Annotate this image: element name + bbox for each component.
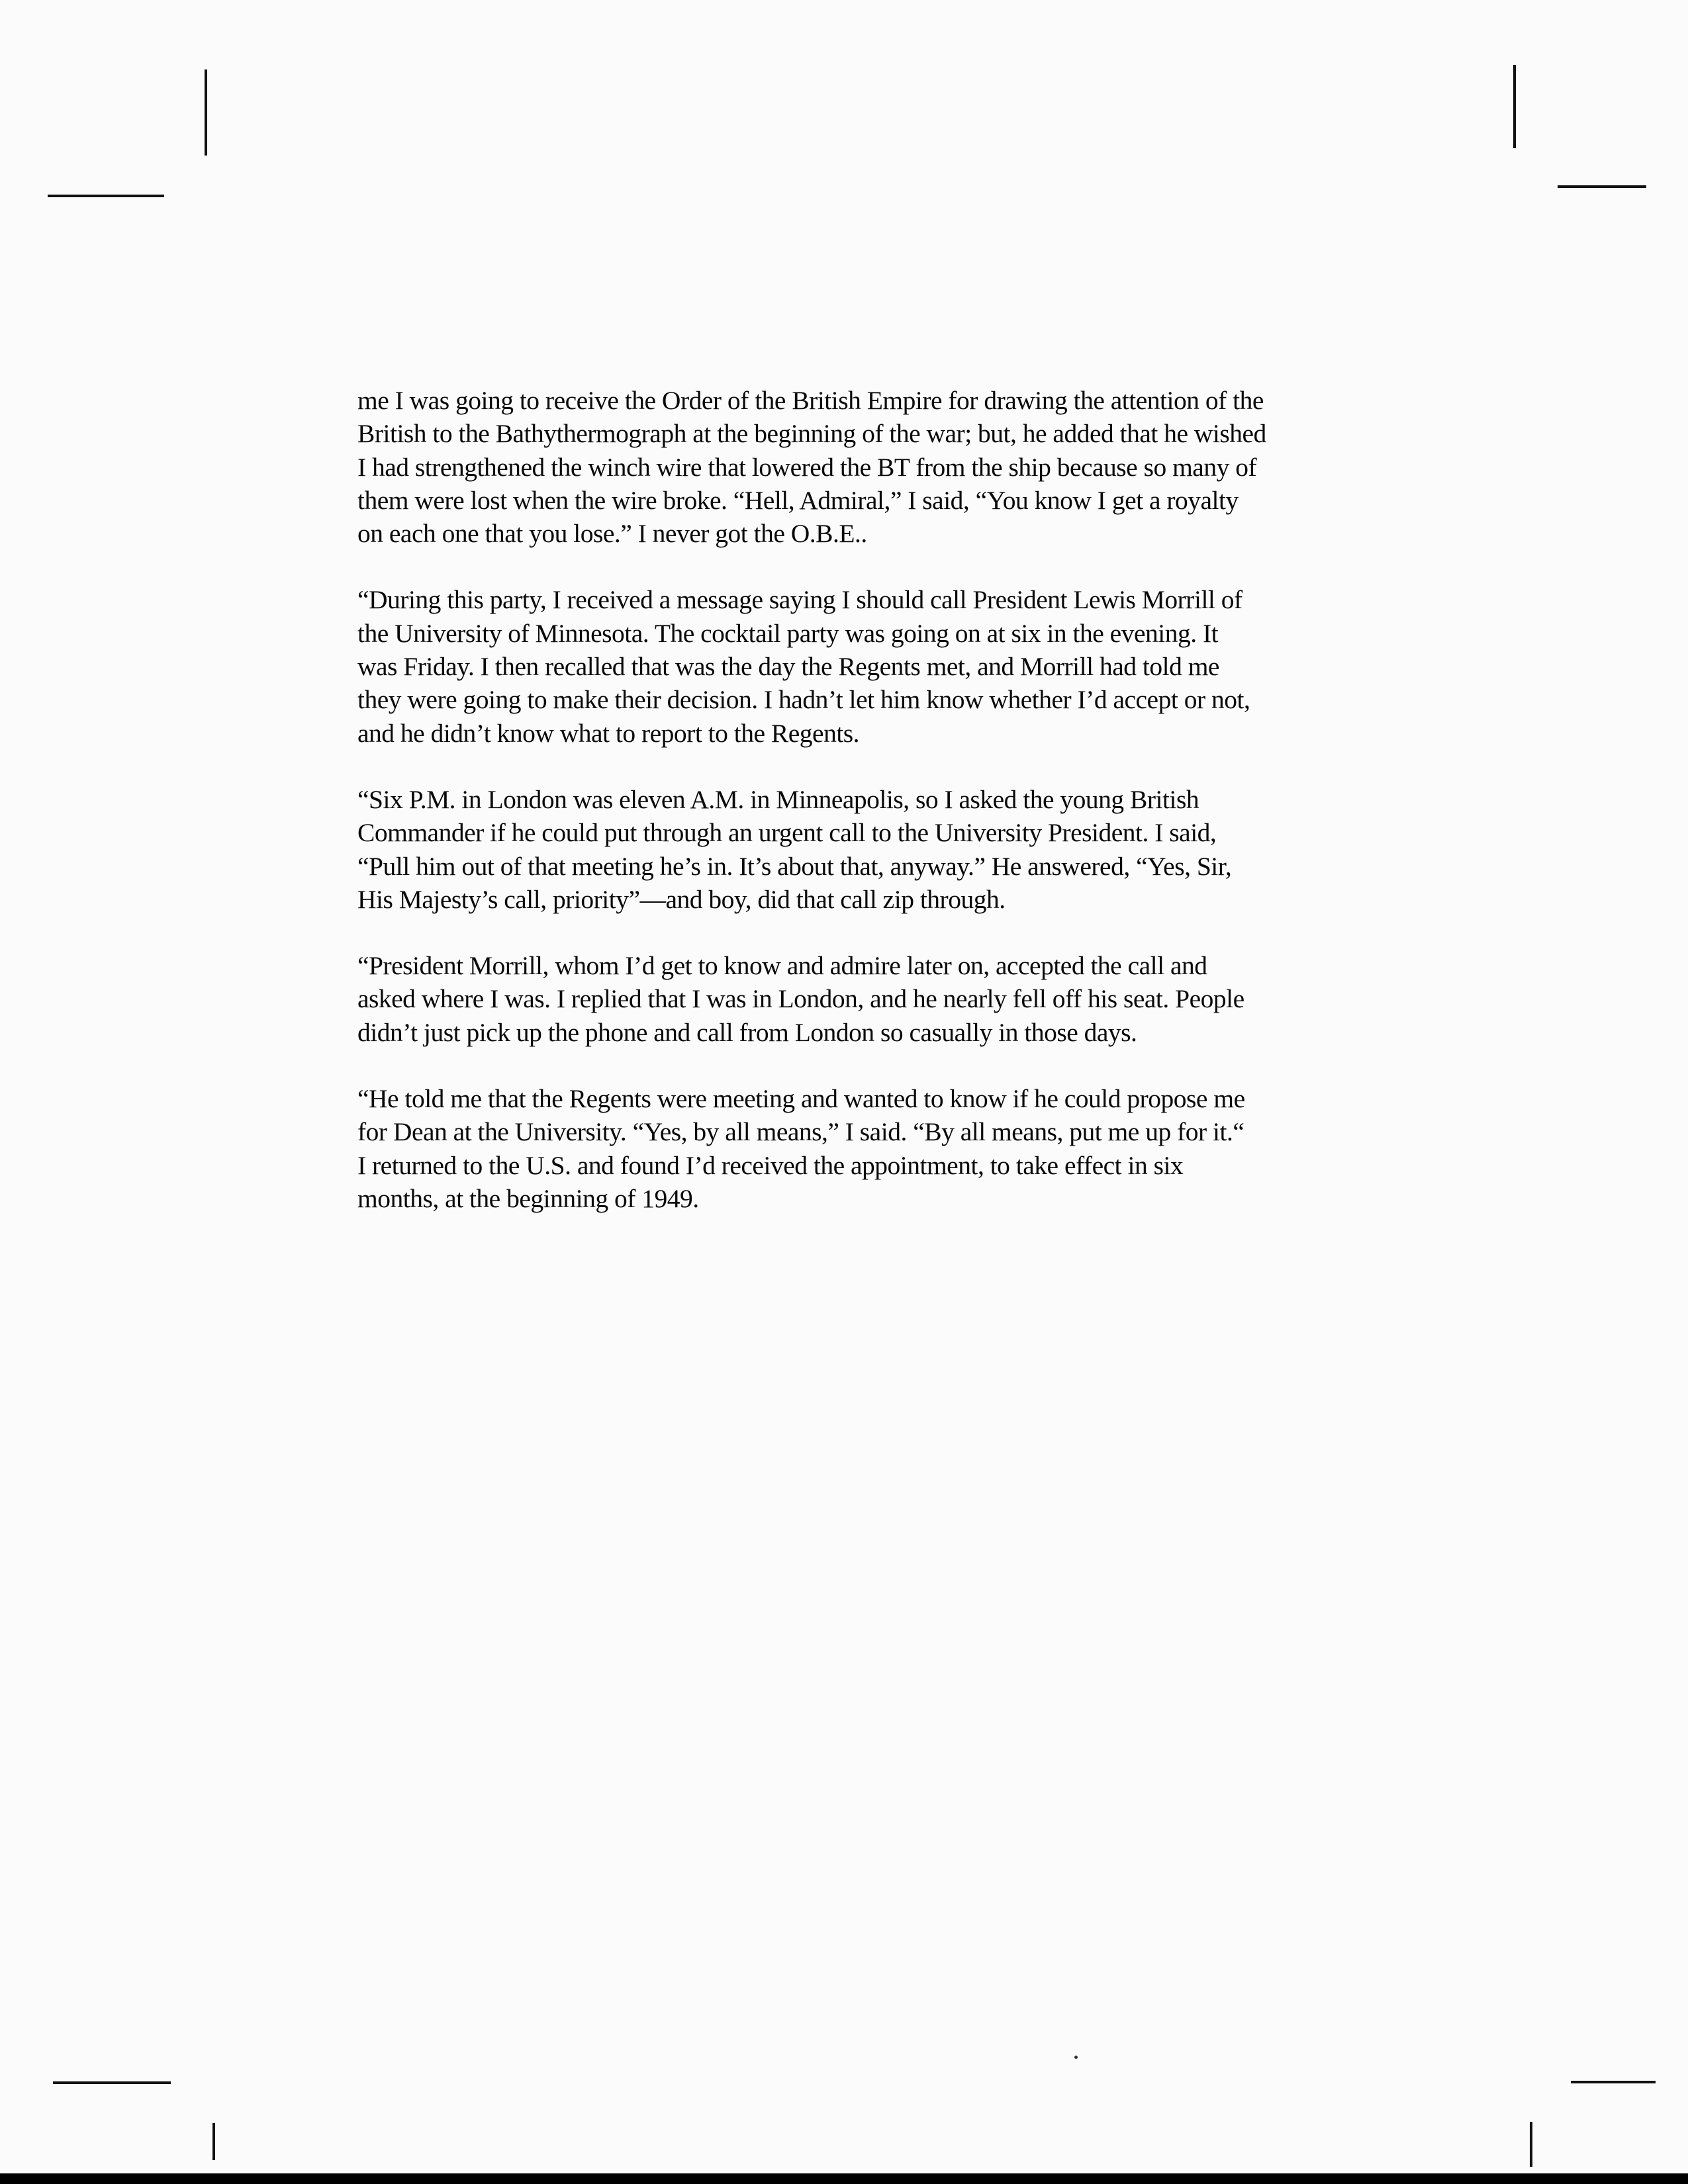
text-line: “President Morrill, whom I’d get to know and admire later on, accepted the call and	[357, 951, 1207, 981]
scan-bottom-edge	[0, 2173, 1688, 2184]
text-line: they were going to make their decision. I hadn’t let him know whether I’d accept or not,	[357, 685, 1250, 715]
crop-mark-top-left-horizontal	[48, 195, 164, 197]
text-line: months, at the beginning of 1949.	[357, 1183, 699, 1213]
paragraph	[357, 783, 1377, 916]
crop-mark-top-left-vertical	[205, 69, 207, 156]
scan-speck	[1074, 2056, 1078, 2059]
text-line: “Pull him out of that meeting he’s in. It’s about that, anyway.” He answered, “Yes, Sir,	[357, 851, 1232, 881]
crop-mark-top-right-vertical	[1513, 65, 1516, 148]
document-body	[357, 384, 1377, 1248]
paragraph	[357, 384, 1377, 550]
crop-mark-top-right-horizontal	[1558, 185, 1646, 188]
text-line: “Six P.M. in London was eleven A.M. in Minneapolis, so I asked the young British	[357, 784, 1199, 814]
crop-mark-bottom-left-horizontal	[53, 2081, 171, 2084]
paragraph	[357, 949, 1377, 1049]
text-line: didn’t just pick up the phone and call from London so casually in those days.	[357, 1017, 1137, 1047]
crop-mark-bottom-right-horizontal	[1571, 2081, 1656, 2083]
text-line: on each one that you lose.” I never got the O.B.E..	[357, 519, 867, 549]
text-line: me I was going to receive the Order of the British Empire for drawing the attention of the	[357, 386, 1264, 415]
crop-mark-bottom-left-vertical	[212, 2123, 215, 2160]
text-line: for Dean at the University. “Yes, by all means,” I said. “By all means, put me up for it.“	[357, 1117, 1244, 1147]
crop-mark-bottom-right-vertical	[1530, 2122, 1532, 2167]
paragraph	[357, 583, 1377, 749]
text-line: Commander if he could put through an urgent call to the University President. I said,	[357, 818, 1217, 848]
text-line: I returned to the U.S. and found I’d received the appointment, to take effect in six	[357, 1150, 1184, 1180]
text-line: I had strengthened the winch wire that lowered the BT from the ship because so many of	[357, 452, 1257, 482]
text-line: and he didn’t know what to report to the Regents.	[357, 718, 860, 748]
text-line: His Majesty’s call, priority”—and boy, did that call zip through.	[357, 884, 1006, 914]
text-line: British to the Bathythermograph at the beginning of the war; but, he added that he wished	[357, 419, 1266, 449]
text-line: “He told me that the Regents were meeting and wanted to know if he could propose me	[357, 1084, 1245, 1114]
text-line: was Friday. I then recalled that was the day the Regents met, and Morrill had told me	[357, 652, 1219, 682]
text-line: “During this party, I received a message saying I should call President Lewis Morrill of	[357, 585, 1243, 615]
text-line: the University of Minnesota. The cocktail party was going on at six in the evening. It	[357, 618, 1219, 648]
paragraph	[357, 1082, 1377, 1215]
text-line: asked where I was. I replied that I was in London, and he nearly fell off his seat. People	[357, 984, 1244, 1014]
text-line: them were lost when the wire broke. “Hell, Admiral,” I said, “You know I get a royalty	[357, 485, 1239, 515]
